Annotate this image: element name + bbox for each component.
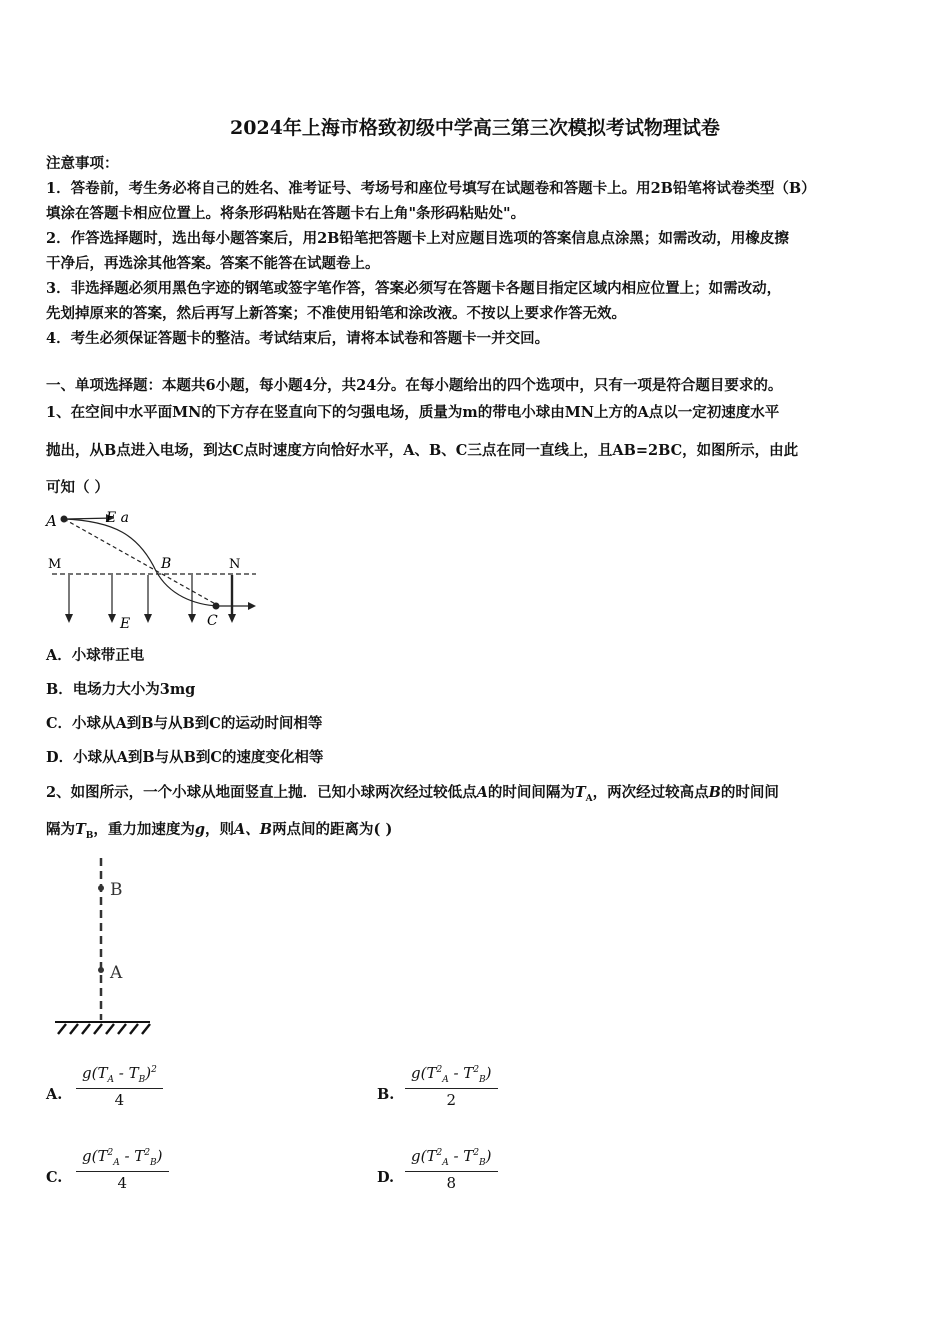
point-b (98, 885, 104, 891)
notice-line: 2．作答选择题时，选出每小题答案后，用2B铅笔把答题卡上对应题目选项的答案信息点涂黑；如需改动，用橡皮擦 (46, 230, 789, 247)
q2-figure (50, 858, 160, 1038)
label-a: A (46, 512, 57, 530)
notice-line: 填涂在答题卡相应位置上。将条形码粘贴在答题卡右上角"条形码粘贴处"。 (46, 205, 526, 222)
label-n: N (229, 557, 241, 572)
point-a (61, 516, 68, 523)
page-title: 2024年上海市格致初级中学高三第三次模拟考试物理试卷 (230, 117, 720, 139)
q2-stem-line-1: 2、如图所示，一个小球从地面竖直上抛．已知小球两次经过较低点A的时间间隔为$T_A$，两次经过较高点B的时间间 (46, 784, 779, 804)
label-v: E a (106, 510, 130, 526)
label-a: A (110, 963, 123, 983)
notice-line: 先划掉原来的答案，然后再写上新答案；不准使用铅笔和涂改液。不按以上要求作答无效。 (46, 305, 626, 322)
q1-option-d[interactable]: D．小球从A到B与从B到C的速度变化相等 (46, 749, 324, 766)
q1-option-a[interactable]: A．小球带正电 (46, 647, 145, 664)
q1-option-b[interactable]: B．电场力大小为3mg (46, 681, 196, 698)
q2-option-a-label[interactable]: A. (46, 1086, 63, 1103)
notice-line: 干净后，再选涂其他答案。答案不能答在试题卷上。 (46, 255, 380, 272)
notice-line: 4．考生必须保证答题卡的整洁。考试结束后，请将本试卷和答题卡一并交回。 (46, 330, 550, 347)
point-a (98, 967, 104, 973)
label-e: E (120, 616, 131, 632)
abc-line (64, 519, 219, 606)
ground-hatch (58, 1024, 150, 1034)
notice-line: 1．答卷前，考生务必将自己的姓名、准考证号、考场号和座位号填写在试题卷和答题卡上。用2B铅笔将试卷类型（B） (46, 180, 816, 197)
q2-option-a-formula[interactable]: $\frac{g(T_A - T_B)^2}{4}$ (76, 1064, 163, 1109)
notice-line: 3．非选择题必须用黑色字迹的钢笔或签字笔作答，答案必须写在答题卡各题目指定区域内相应位置上；如需改动， (46, 280, 782, 297)
q1-stem-line: 1、在空间中水平面MN的下方存在竖直向下的匀强电场，质量为m的带电小球由MN上方的A点以一定初速度水平 (46, 404, 780, 421)
section-heading: 一、单项选择题：本题共6小题，每小题4分，共24分。在每小题给出的四个选项中，只有一项是符合题目要求的。 (46, 377, 783, 394)
q2-stem-line-2: 隔为$T_B$，重力加速度为g，则A、B两点间的距离为( ) (46, 821, 393, 841)
label-b: B (161, 556, 172, 572)
q1-stem-line: 可知（ ） (46, 479, 110, 496)
q2-option-b-label[interactable]: B. (377, 1086, 395, 1103)
q2-option-d-label[interactable]: D. (377, 1169, 395, 1186)
q2-option-b-formula[interactable]: $\frac{g(T^2_A - T^2_B)}{2}$ (405, 1064, 498, 1109)
label-c: C (207, 613, 218, 629)
point-c (213, 603, 220, 610)
trajectory-curve (64, 519, 219, 606)
q1-figure (44, 505, 259, 633)
q2-option-d-formula[interactable]: $\frac{g(T^2_A - T^2_B)}{8}$ (405, 1147, 498, 1192)
q2-option-c-label[interactable]: C. (46, 1169, 63, 1186)
q2-option-c-formula[interactable]: $\frac{g(T^2_A - T^2_B)}{4}$ (76, 1147, 169, 1192)
label-m: M (48, 557, 62, 572)
label-b: B (110, 880, 123, 900)
q1-option-c[interactable]: C．小球从A到B与从B到C的运动时间相等 (46, 715, 323, 732)
q1-stem-line: 抛出，从B点进入电场，到达C点时速度方向恰好水平，A、B、C三点在同一直线上，且AB=2BC，如图所示，由此 (46, 442, 799, 459)
notice-heading: 注意事项： (46, 155, 119, 172)
